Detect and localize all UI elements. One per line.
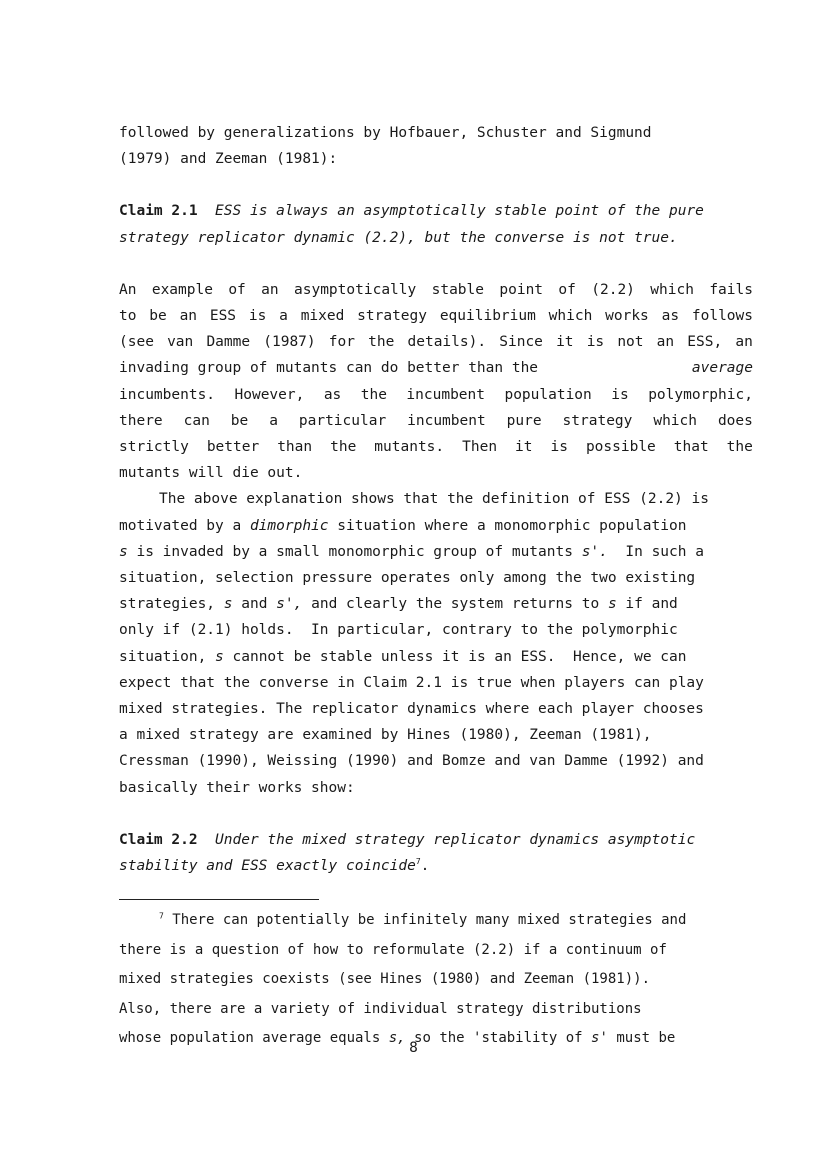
text-line: Cressman (1990), Weissing (1990) and Bomze and van Damme (1992) and [119, 753, 704, 770]
footnote-rule [119, 899, 319, 900]
claim-2-2-text: stability and ESS exactly coincide$^7$. [119, 857, 430, 875]
claim-2-2-line [119, 827, 753, 853]
claim-2-2-text: Under the mixed strategy replicator dynamics asymptotic [215, 831, 696, 848]
emphasis-dimorphic: dimorphic [249, 517, 329, 534]
text-line: (see van Damme (1987) for the details). Since it is not an ESS, an [119, 334, 753, 351]
text-line: expect that the converse in Claim 2.1 is true when players can play [119, 674, 704, 691]
text-line: only if (2.1) holds. In particular, contrary to the polymorphic [119, 622, 678, 639]
emphasis-average: average [691, 360, 753, 377]
text-line: mutants will die out. [119, 465, 303, 482]
footnote-line: $^7$ There can potentially be infinitely many mixed strategies and [159, 911, 687, 929]
text-line: mixed strategies. The replicator dynamics where each player chooses [119, 701, 704, 718]
text-line: there can be a particular incumbent pure strategy which does [119, 412, 753, 429]
claim-2-1-text: ESS is always an asymptotically stable point of the pure [215, 203, 704, 220]
text-line: motivated by a dimorphic situation where a monomorphic population [119, 517, 687, 534]
footnote [119, 906, 753, 1054]
claim-2-1-line [119, 198, 753, 224]
text-line: basically their works show: [119, 779, 355, 796]
footnote-line: Also, there are a variety of individual strategy distributions [119, 1000, 642, 1017]
text-line: situation, s cannot be stable unless it is an ESS. Hence, we can [119, 648, 687, 665]
document-body [119, 120, 753, 1054]
footnote-line: there is a question of how to reformulate (2.2) if a continuum of [119, 941, 667, 958]
text-line: a mixed strategy are examined by Hines (1980), Zeeman (1981), [119, 727, 652, 744]
text-line: strictly better than the mutants. Then it is possible that the [119, 439, 753, 456]
claim-2-1-text: strategy replicator dynamic (2.2), but the converse is not true. [119, 229, 678, 246]
footnote-marker: 7 [415, 857, 421, 867]
text-line: (1979) and Zeeman (1981): [119, 151, 338, 168]
text-line: invading group of mutants can do better than the average [119, 355, 753, 381]
text-line: strategies, s and s', and clearly the system returns to s if and [119, 596, 678, 613]
text-line: An example of an asymptotically stable point of (2.2) which fails [119, 281, 753, 298]
text-line: followed by generalizations by Hofbauer, Schuster and Sigmund [119, 125, 652, 141]
footnote-line: mixed strategies coexists (see Hines (1980) and Zeeman (1981)). [119, 971, 651, 988]
text-line: situation, selection pressure operates only among the two existing [119, 570, 696, 587]
text-line: The above explanation shows that the definition of ESS (2.2) is [159, 491, 709, 508]
text-line: incumbents. However, as the incumbent population is polymorphic, [119, 386, 753, 403]
claim-2-1-label: Claim 2.1 [119, 203, 198, 220]
footnote-number: 7 [159, 911, 164, 921]
page-number: 8 [409, 1040, 418, 1056]
text-line: to be an ESS is a mixed strategy equilibrium which works as follows [119, 308, 753, 325]
footnote-line: whose population average equals s, so the 'stability of s' must be [119, 1030, 676, 1047]
claim-2-2-label: Claim 2.2 [119, 831, 198, 848]
text-line: s is invaded by a small monomorphic group of mutants s'. In such a [119, 543, 704, 560]
